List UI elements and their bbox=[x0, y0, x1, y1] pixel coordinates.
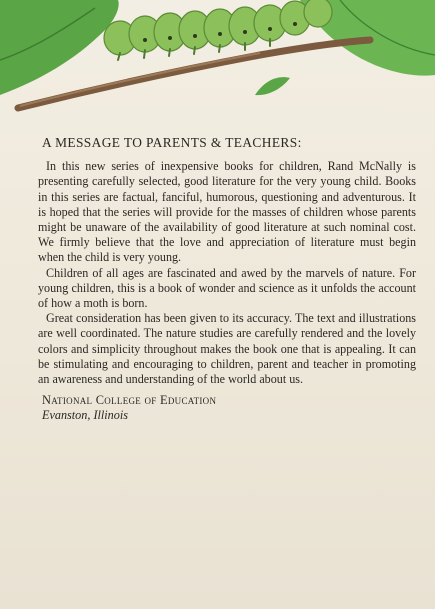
left-leaf bbox=[0, 0, 119, 95]
message-text bbox=[38, 135, 416, 424]
caterpillar-illustration bbox=[0, 0, 435, 125]
paragraph-nature: Children of all ages are fascinated and awed by the marvels of nature. For young children, this is a book of wonder and science as it unfolds the account of how a moth is born. bbox=[38, 265, 416, 311]
paragraph-intro: In this new series of inexpensive books for children, Rand McNally is presenting carefully selected, good literature for the very young child. Books in this series are factual, fanciful, humorous, questioning and adventurous. It is hoped that the series will provide for the masses of children whose parents might be unaware of the availability of good literature at such nominal cost. We firmly believe that the love and appreciation of literature must begin when the child is very young. bbox=[38, 159, 416, 265]
signature-organization: National College of Education bbox=[42, 393, 217, 408]
message-heading: A MESSAGE TO PARENTS & TEACHERS: bbox=[42, 135, 302, 150]
signature-place: Evanston, Illinois bbox=[42, 408, 128, 423]
paragraph-accuracy: Great consideration has been given to its accuracy. The text and illustrations are well coordinated. The nature studies are carefully rendered and the lovely colors and simplicity throughout makes the book one that is appealing. It can be stimulating and encouraging to children, parent and teacher in promoting an awareness and understanding of the world about us. bbox=[38, 311, 416, 387]
